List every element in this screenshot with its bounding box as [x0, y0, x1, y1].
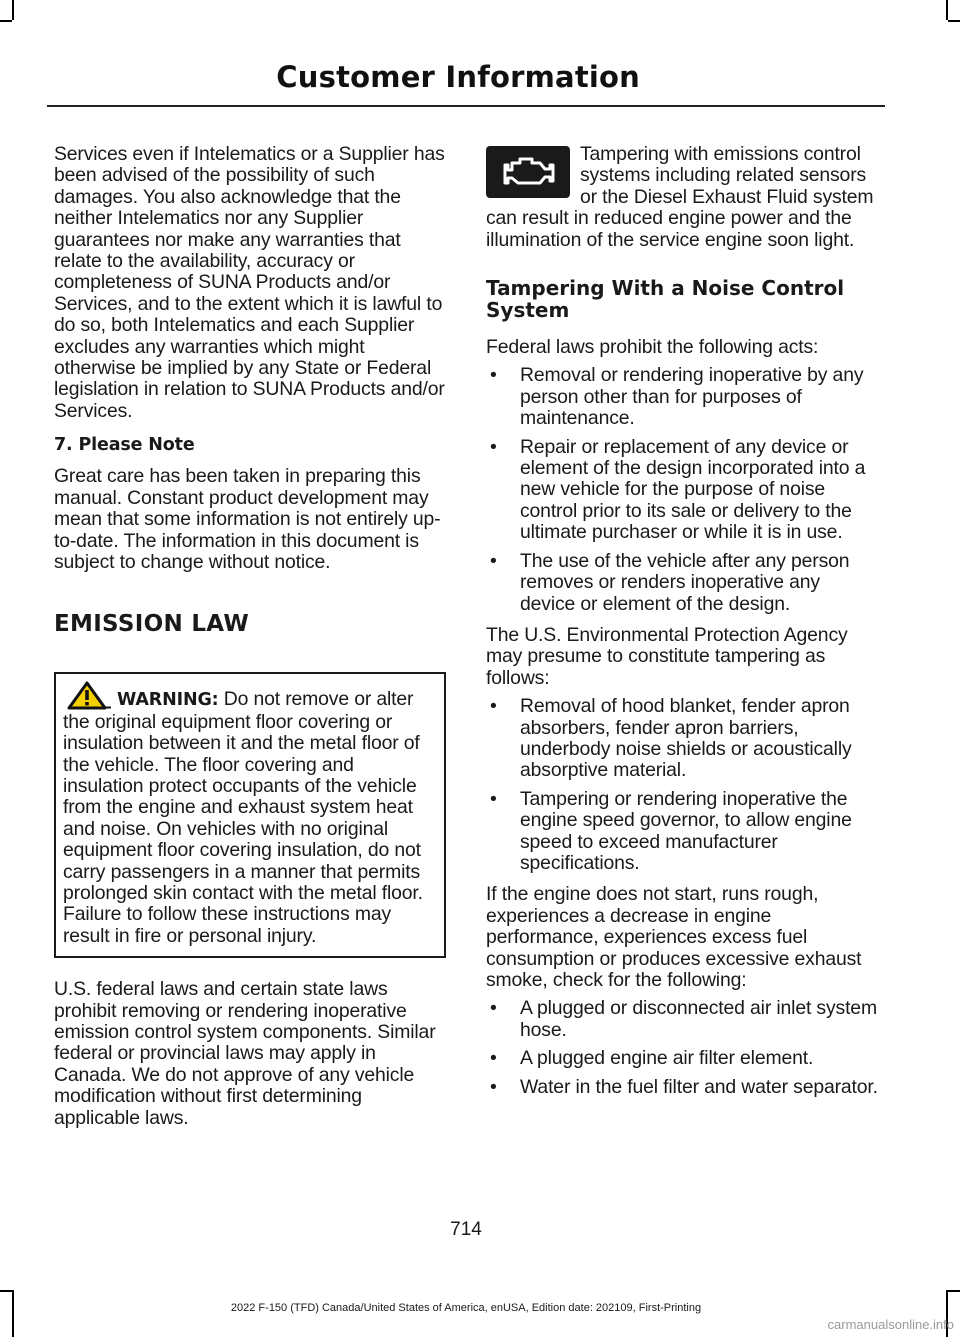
list-item-text: Repair or replacement of any device or element of the design incorporated into a new vehicle for the purpose of noise control prior to its sale or delivery to the ultimate purchaser or while it is in use. [520, 435, 866, 544]
right-column [486, 144, 878, 1098]
bullet: • [490, 1047, 497, 1070]
warning-paragraph [63, 681, 436, 947]
crop-mark [946, 0, 948, 20]
crop-mark [0, 20, 12, 22]
edition-footer: 2022 F-150 (TFD) Canada/United States of America, enUSA, Edition date: 202109, First-Printing [230, 1302, 702, 1314]
crop-mark [12, 0, 14, 20]
crop-mark [948, 1290, 960, 1292]
bullet: • [490, 695, 497, 718]
list-item [486, 1048, 878, 1069]
crop-mark [948, 20, 960, 22]
list-item [486, 1077, 878, 1098]
list-item-text: The use of the vehicle after any person removes or renders inoperative any device or element of the design. [520, 549, 850, 615]
emissions-tamper-text: Tampering with emissions control systems including related sensors or the Diesel Exhaust Fluid system can result in reduced engine power and the illumination of the service engine soon light. [486, 143, 874, 251]
list-item [486, 365, 878, 429]
left-column [54, 144, 446, 1129]
list-item-text: Water in the fuel filter and water separator. [520, 1075, 878, 1098]
header-divider [47, 105, 885, 107]
noise-control-heading: Tampering With a Noise Control System [486, 276, 845, 323]
list-item [486, 696, 878, 782]
please-note-paragraph: Great care has been taken in preparing this manual. Constant product development may mean that some information is not entirely up-to-date. The information in this document is subject to change without notice. [54, 465, 441, 573]
warning-label: WARNING: [117, 690, 219, 711]
please-note-heading: 7. Please Note [54, 435, 195, 456]
federal-laws-paragraph: U.S. federal laws and certain state laws prohibit removing or rendering inoperative emission control system components. Similar federal or provincial laws may apply in Canada. We do not approve of any vehicle modification without first determining applicable laws. [54, 978, 436, 1129]
page-title: Customer Information [276, 60, 640, 94]
bullet: • [490, 435, 497, 458]
federal-intro: Federal laws prohibit the following acts: [486, 336, 819, 359]
list-item-text: Removal or rendering inoperative by any person other than for purposes of maintenance. [520, 364, 864, 430]
list-item-text: Removal of hood blanket, fender apron absorbers, fender apron barriers, underbody noise shields or acoustically absorptive material. [520, 695, 852, 782]
bullet: • [490, 1075, 497, 1098]
crop-mark [0, 1290, 12, 1292]
list-item-text: Tampering or rendering inoperative the engine speed governor, to allow engine speed to exceed manufacturer specifications. [520, 787, 852, 874]
list-item-text: A plugged engine air filter element. [520, 1047, 814, 1070]
engine-check-list [486, 998, 878, 1098]
warning-text: Do not remove or alter the original equipment floor covering or insulation between it and the metal floor of the vehicle. The floor covering and insulation protect occupants of the vehicle from the engine and exhaust system heat and noise. On vehicles with no original equipment floor covering insulation, do not carry passengers in a manner that permits prolonged skin contact with the metal floor. Failure to follow these instructions may result in fire or personal injury. [63, 688, 423, 947]
epa-intro: The U.S. Environmental Protection Agency may presume to constitute tampering as follows: [486, 623, 848, 689]
bullet: • [490, 787, 497, 810]
watermark[interactable]: carmanualsonline.info [827, 1317, 954, 1332]
federal-acts-list [486, 365, 878, 614]
list-item [486, 437, 878, 544]
bullet: • [490, 549, 497, 572]
warning-box [54, 672, 446, 958]
check-engine-icon [486, 146, 570, 198]
page-number: 714 [450, 1219, 482, 1240]
list-item-text: A plugged or disconnected air inlet system hose. [520, 997, 877, 1041]
engine-check-intro: If the engine does not start, runs rough, experiences a decrease in engine performance, experiences excess fuel consumption or produces excessive exhaust smoke, check for the following: [486, 883, 862, 991]
epa-tampering-list [486, 696, 878, 874]
list-item [486, 998, 878, 1041]
emission-law-heading: EMISSION LAW [54, 611, 250, 638]
emissions-tamper-block [486, 144, 878, 251]
bullet: • [490, 364, 497, 387]
bullet: • [490, 997, 497, 1020]
intelematics-paragraph: Services even if Intelematics or a Supplier has been advised of the possibility of such damages. You also acknowledge that the neither Intelematics nor any Supplier guarantees nor make any warranties that relate to the availability, accuracy or completeness of SUNA Products and/or Services, and to the extent which it is lawful to do so, both Intelematics and each Supplier excludes any warranties which might otherwise be implied by any State or Federal legislation in relation to SUNA Products and/or Services. [54, 143, 445, 422]
warning-triangle-icon [67, 681, 111, 711]
list-item [486, 551, 878, 615]
list-item [486, 789, 878, 875]
